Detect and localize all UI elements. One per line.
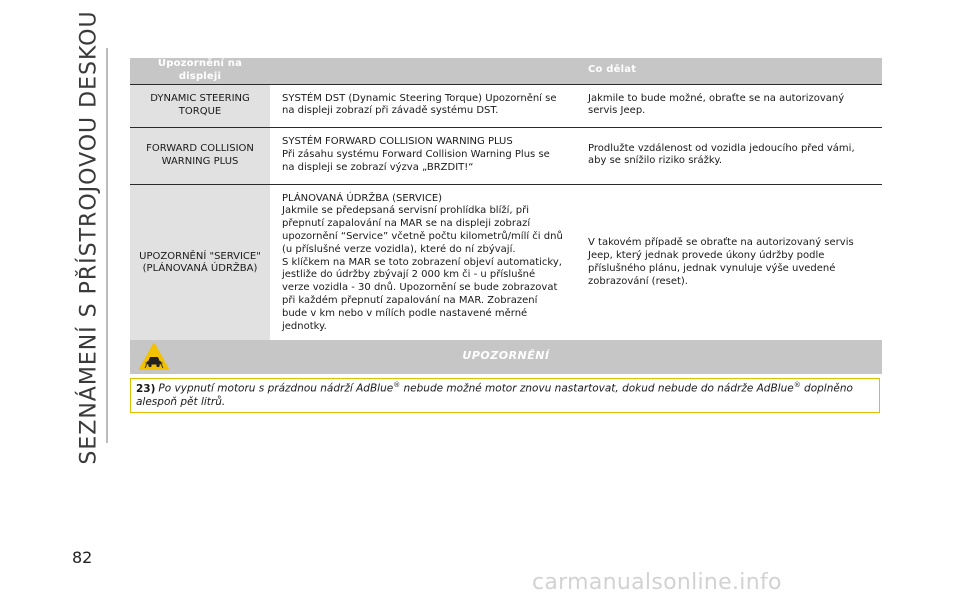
table-row [130, 128, 882, 184]
table-row [130, 184, 882, 343]
description-cell [270, 184, 576, 343]
warning-cell: FORWARD COLLISION WARNING PLUS [130, 128, 270, 184]
registered-mark: ® [793, 381, 801, 389]
action-cell: Prodlužte vzdálenost od vozidla jedoucího před vámi, aby se snížilo riziko srážky. [576, 128, 882, 184]
chapter-title [72, 9, 106, 465]
action-cell: V takovém případě se obraťte na autorizovaný servis Jeep, který jednak provede úkony údržby podle příslušného plánu, jednak vynuluje výše uvedené zobrazování (reset). [576, 184, 882, 343]
warning-cell: DYNAMIC STEERING TORQUE [130, 84, 270, 128]
warning-cell: UPOZORNĚNÍ "SERVICE" (PLÁNOVANÁ ÚDRŽBA) [130, 184, 270, 343]
table-header-row [130, 58, 882, 84]
description-heading: PLÁNOVANÁ ÚDRŽBA (SERVICE) [282, 192, 443, 204]
description-text: Při zásahu systému Forward Collision Warning Plus se na displeji se zobrazí výzva „BRZDIT!“ [282, 148, 550, 173]
registered-mark: ® [393, 381, 401, 389]
notice-header [130, 340, 882, 374]
description-text: S klíčkem na MAR se toto zobrazení objeví automaticky, jestliže do údržby zbývají 2 000 km či - u příslušné verze vozidla - 30 dnů. Upozornění se bude zobrazovat při každém přepnutí zapalování na MAR. Zobrazení bude v km nebo v mílích podle nastavené měrné jednotky. [282, 256, 562, 332]
notice-number: 23) [136, 382, 156, 395]
notice-text: doplněno alespoň pět litrů. [136, 382, 853, 409]
chapter-title-text: SEZNÁMENÍ S PŘÍSTROJOVOU DESKOU [76, 9, 102, 465]
chapter-divider [106, 48, 108, 443]
page-number: 82 [72, 548, 93, 567]
description-heading: SYSTÉM FORWARD COLLISION WARNING PLUS [282, 136, 513, 148]
notice-title: UPOZORNĚNÍ [462, 349, 550, 362]
description-text: Jakmile se předepsaná servisní prohlídka blíží, při přepnutí zapalování na MAR se na displeji zobrazí upozornění “Service” včetně počtu kilometrů/mílí či dnů (u příslušné verze vozidla), které do ní zbývají. [282, 205, 563, 255]
description-text: SYSTÉM DST (Dynamic Steering Torque) Upozornění se na displeji zobrazí při závadě systému DST. [282, 92, 557, 117]
watermark: carmanualsonline.info [532, 570, 782, 595]
action-cell: Jakmile to bude možné, obraťte se na autorizovaný servis Jeep. [576, 84, 882, 128]
header-action: Co dělat [576, 58, 882, 84]
header-description [270, 58, 576, 84]
header-warning: Upozornění na displeji [130, 58, 270, 84]
notice-text: Po vypnutí motoru s prázdnou nádrží AdBlue [158, 382, 394, 395]
table-row [130, 84, 882, 128]
description-cell [270, 128, 576, 184]
notice-text: nebude možné motor znovu nastartovat, dokud nebude do nádrže AdBlue [400, 382, 794, 395]
notice-box [130, 378, 880, 413]
description-cell [270, 84, 576, 128]
warnings-table [130, 58, 882, 343]
